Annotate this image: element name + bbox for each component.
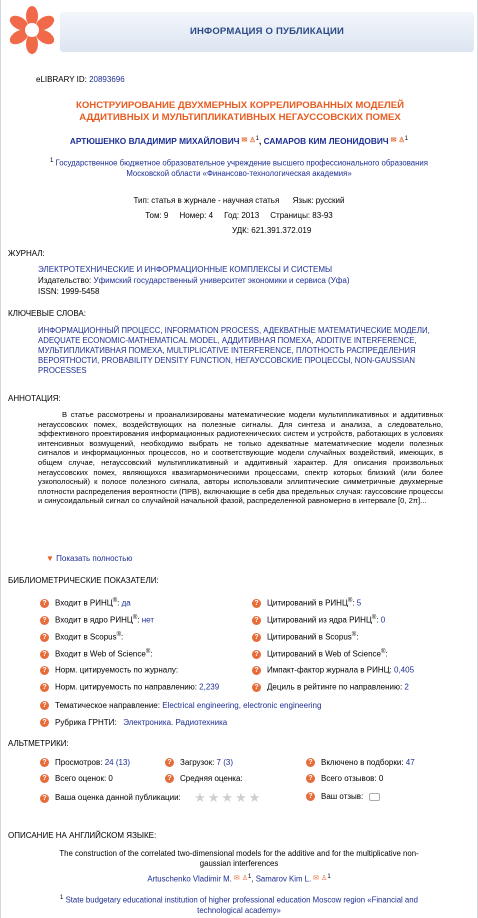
elibrary-id: eLIBRARY ID: 20893696 <box>36 75 125 84</box>
help-icon[interactable]: ? <box>40 701 49 710</box>
help-icon[interactable]: ? <box>40 683 49 692</box>
elibrary-id-value: 20893696 <box>89 75 125 84</box>
authors: АРТЮШЕНКО ВЛАДИМИР МИХАЙЛОВИЧ ✉ ♙$^1$, САМАРОВ КИМ ЛЕОНИДОВИЧ ✉ ♙$^1$ <box>69 136 409 146</box>
alt-your-rating: ? Ваша оценка данной публикации: ★★★★★ <box>40 790 262 806</box>
abstract-section-title: АННОТАЦИЯ: <box>8 394 61 403</box>
journal-section-title: ЖУРНАЛ: <box>8 249 45 258</box>
biblio-right-6: ? Дециль в рейтинге по направлению: 2 <box>252 682 409 693</box>
header-title-bar <box>60 12 474 52</box>
alt-views: ? Просмотров: 24 (13) <box>40 758 130 768</box>
person-icon[interactable]: ♙ <box>398 137 405 145</box>
mail-icon[interactable]: ✉ <box>241 137 248 145</box>
author-link[interactable]: АРТЮШЕНКО ВЛАДИМИР МИХАЙЛОВИЧ <box>69 136 240 146</box>
alt-collections: ? Включено в подборки: 47 <box>306 758 415 768</box>
elibrary-logo-icon <box>6 2 58 58</box>
triangle-down-icon: ▼ <box>46 554 54 563</box>
biblio-left-2: ? Входит в ядро РИНЦ®: нет <box>40 615 154 626</box>
english-section-title: ОПИСАНИЕ НА АНГЛИЙСКОМ ЯЗЫКЕ: <box>8 831 157 840</box>
person-icon[interactable]: ♙ <box>241 875 248 883</box>
help-icon[interactable]: ? <box>306 792 315 801</box>
header-title: ИНФОРМАЦИЯ О ПУБЛИКАЦИИ <box>189 26 345 38</box>
person-icon[interactable]: ♙ <box>249 137 256 145</box>
alt-reviews: ? Всего отзывов: 0 <box>306 774 383 784</box>
biblio-grnti: ? Рубрика ГРНТИ: Электроника. Радиотехника <box>40 718 227 728</box>
english-title: The construction of the correlated two-dimensional models for the additive and for the multiplicative non- gaussian interferences <box>59 849 419 868</box>
show-more-link[interactable]: ▼ Показать полностью <box>46 554 133 563</box>
mail-icon[interactable]: ✉ <box>313 875 320 883</box>
help-icon[interactable]: ? <box>252 616 261 625</box>
keywords-section-title: КЛЮЧЕВЫЕ СЛОВА: <box>8 309 86 318</box>
journal-publisher: Издательство: Уфимский государственный университет экономики и сервиса (Уфа) <box>38 276 350 285</box>
alt-ratings: ? Всего оценок: 0 <box>40 774 113 784</box>
help-icon[interactable]: ? <box>306 758 315 767</box>
biblio-left-6: ? Норм. цитируемость по направлению: 2,239 <box>40 682 219 693</box>
help-icon[interactable]: ? <box>252 683 261 692</box>
english-authors: Artuschenko Vladimir M. ✉ ♙$^1$, Samarov Kim L. ✉ ♙$^1$ <box>147 874 331 884</box>
biblio-right-3: ? Цитирований в Scopus®: <box>252 632 358 643</box>
journal-issn: ISSN: 1999-5458 <box>38 287 100 296</box>
help-icon[interactable]: ? <box>165 774 174 783</box>
affiliation: $^1$ Государственное бюджетное образовательное учреждение высшего профессионального образования Московской области «Финансово-технологическая академия» <box>50 158 428 178</box>
altmetrics-section-title: АЛЬТМЕТРИКИ: <box>8 739 69 748</box>
help-icon[interactable]: ? <box>40 774 49 783</box>
rating-stars[interactable]: ★★★★★ <box>194 790 263 805</box>
abstract-text: В статье рассмотрены и проанализированы математические модели мультипликативных и аддитивных негауссовских помех, воздействующих на полезные сигналы. Для синтеза и анализа, а следовательно, эффективного проектирования информационных радиотехнических систем и устройств, работающих в условиях интенсивных возмущений, необходимо выбрать не только адекватные математические модели полезных сигналов и информационных процессов, но и соответствующие модели случайных воздействий, имеющих, в общем случае, негауссовский мультипликативный и аддитивный характер. Для описания произвольных негауссовских помех, являющихся квазигармоническими процессами, спектр которых близкий (или более узкополосный) к полосе полезного сигнала, авторы использовали эллиптические симметричные двухмерные плотности распределения вероятности (ПРВ), включающие в себя два предельных случая: гауссовские процессы и синусоидальный сигнал со случайной начальной фазой, распределенной равномерно в интервале [0, 2π]... <box>38 410 443 506</box>
publication-meta-issue: Том: 9 Номер: 4 Год: 2013 Страницы: 83-93 <box>145 211 333 220</box>
help-icon[interactable]: ? <box>40 599 49 608</box>
header <box>0 0 478 62</box>
biblio-section-title: БИБЛИОМЕТРИЧЕСКИЕ ПОКАЗАТЕЛИ: <box>8 576 159 585</box>
biblio-left-4: ? Входит в Web of Science®: <box>40 649 152 660</box>
journal-name-link[interactable]: ЭЛЕКТРОТЕХНИЧЕСКИЕ И ИНФОРМАЦИОННЫЕ КОМПЛЕКСЫ И СИСТЕМЫ <box>38 265 333 274</box>
help-icon[interactable]: ? <box>40 758 49 767</box>
author-link[interactable]: Samarov Kim L. <box>255 874 312 884</box>
english-affiliation: $^1$ State budgetary educational institution of higher professional education Moscow region «Financial and technological academy» <box>60 895 418 915</box>
mail-icon[interactable]: ✉ <box>233 875 240 883</box>
help-icon[interactable]: ? <box>252 633 261 642</box>
biblio-topic: ? Тематическое направление: Electrical engineering, electronic engineering <box>40 701 321 711</box>
author-link[interactable]: Artuschenko Vladimir M. <box>147 874 232 884</box>
biblio-left-5: ? Норм. цитируемость по журналу: <box>40 665 178 676</box>
biblio-left-1: ? Входит в РИНЦ®: да <box>40 598 131 609</box>
mail-icon[interactable]: ✉ <box>390 137 397 145</box>
author-link[interactable]: САМАРОВ КИМ ЛЕОНИДОВИЧ <box>263 136 389 146</box>
help-icon[interactable]: ? <box>40 666 49 675</box>
biblio-right-4: ? Цитирований в Web of Science®: <box>252 649 388 660</box>
publication-meta-type: Тип: статья в журнале - научная статья Язык: русский <box>133 196 345 205</box>
biblio-left-3: ? Входит в Scopus®: <box>40 632 123 643</box>
person-icon[interactable]: ♙ <box>321 875 328 883</box>
alt-downloads: ? Загрузок: 7 (3) <box>165 758 233 768</box>
biblio-right-5: ? Импакт-фактор журнала в РИНЦ: 0,405 <box>252 665 414 676</box>
biblio-right-2: ? Цитирований из ядра РИНЦ®: 0 <box>252 615 385 626</box>
help-icon[interactable]: ? <box>252 599 261 608</box>
comment-icon[interactable] <box>369 793 380 801</box>
keywords-list[interactable]: ИНФОРМАЦИОННЫЙ ПРОЦЕСС, INFORMATION PROCESS, АДЕКВАТНЫЕ МАТЕМАТИЧЕСКИЕ МОДЕЛИ, ADEQUATE ECONOMIC-MATHEMATICAL MODEL, АДДИТИВНАЯ ПОМЕХА, ADDITIVE INTERFERENCE, МУЛЬТИПЛИКАТИВНАЯ ПОМЕХА, MULTIPLICATIVE INTERFERENCE, ПЛОТНОСТЬ РАСПРЕДЕЛЕНИЯ ВЕРОЯТНОСТИ, PROBABILITY DENSITY FUNCTION, НЕГАУССОВСКИЕ ПРОЦЕССЫ, NON-GAUSSIAN PROCESSES <box>38 326 430 375</box>
udk: УДК: 621.391.372.019 <box>232 226 312 235</box>
help-icon[interactable]: ? <box>165 758 174 767</box>
help-icon[interactable]: ? <box>252 666 261 675</box>
help-icon[interactable]: ? <box>40 794 49 803</box>
help-icon[interactable]: ? <box>40 633 49 642</box>
help-icon[interactable]: ? <box>40 718 49 727</box>
alt-your-review: ? Ваш отзыв: <box>306 792 380 802</box>
alt-average: ? Средняя оценка: <box>165 774 243 784</box>
help-icon[interactable]: ? <box>306 774 315 783</box>
paper-title: КОНСТРУИРОВАНИЕ ДВУХМЕРНЫХ КОРРЕЛИРОВАННЫХ МОДЕЛЕЙ АДДИТИВНЫХ И МУЛЬТИПЛИКАТИВНЫХ НЕГАУССОВСКИХ ПОМЕХ <box>75 100 405 123</box>
help-icon[interactable]: ? <box>252 650 261 659</box>
biblio-right-1: ? Цитирований в РИНЦ®: 5 <box>252 598 361 609</box>
help-icon[interactable]: ? <box>40 650 49 659</box>
help-icon[interactable]: ? <box>40 616 49 625</box>
